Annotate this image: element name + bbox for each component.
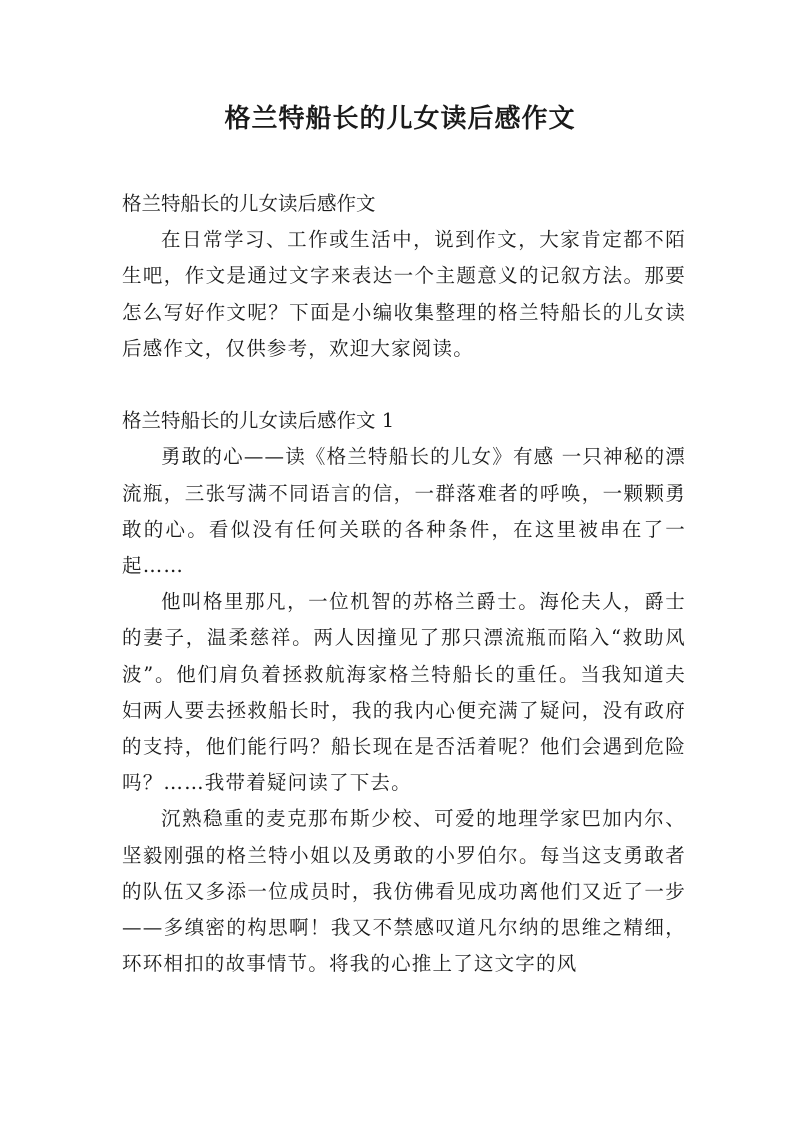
spacer xyxy=(122,367,686,403)
document-subtitle: 格兰特船长的儿女读后感作文 xyxy=(122,192,376,215)
body-paragraph-2: 他叫格里那凡，一位机智的苏格兰爵士。海伦夫人，爵士的妻子，温柔慈祥。两人因撞见了那只漂流瓶而陷入“救助风波”。他们肩负着拯救航海家格兰特船长的重任。当我知道夫妇两人要去拯救船长时，我的我内心便充满了疑问，没有政府的支持，他们能行吗？船长现在是否活着呢？他们会遇到危险吗？……我带着疑问读了下去。 xyxy=(122,590,686,795)
document-title: 格兰特船长的儿女读后感作文 xyxy=(224,104,576,134)
section-heading: 格兰特船长的儿女读后感作文 1 xyxy=(122,409,395,433)
body-paragraph-3: 沉熟稳重的麦克那布斯少校、可爱的地理学家巴加内尔、坚毅刚强的格兰特小姐以及勇敢的小罗伯尔。每当这支勇敢者的队伍又多添一位成员时，我仿佛看见成功离他们又近了一步——多缜密的构思啊！我又不禁感叹道凡尔纳的思维之精细，环环相扣的故事情节。将我的心推上了这文字的风 xyxy=(122,807,686,976)
intro-paragraph: 在日常学习、工作或生活中，说到作文，大家肯定都不陌生吧，作文是通过文字来表达一个主题意义的记叙方法。那要怎么写好作文呢？下面是小编收集整理的格兰特船长的儿女读后感作文，仅供参考，欢迎大家阅读。 xyxy=(122,228,686,360)
body-paragraph-1: 勇敢的心——读《格兰特船长的儿女》有感 一只神秘的漂流瓶，三张写满不同语言的信，一群落难者的呼唤，一颗颗勇敢的心。看似没有任何关联的各种条件，在这里被串在了一起…… xyxy=(122,445,686,578)
document-body xyxy=(122,186,686,982)
